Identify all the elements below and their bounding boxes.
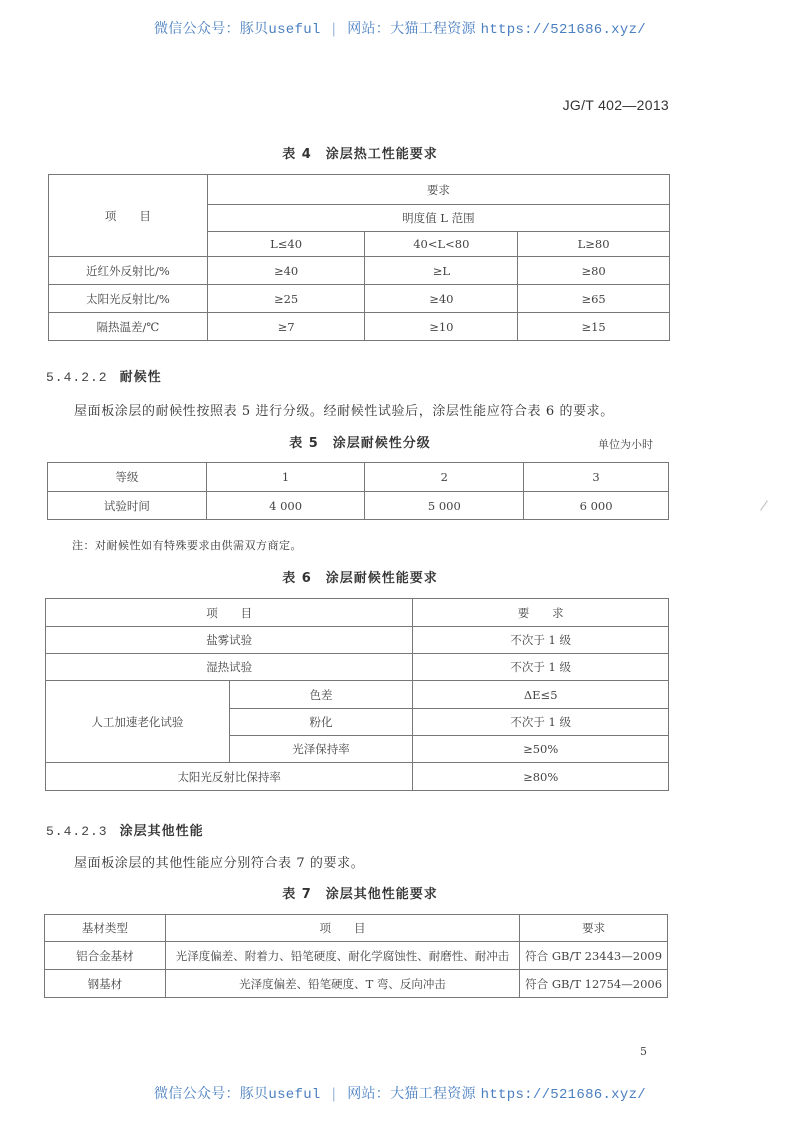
cell-value: 6 000	[524, 492, 669, 520]
items-cell: 光泽度偏差、附着力、铅笔硬度、耐化学腐蚀性、耐磨性、耐冲击	[165, 942, 519, 970]
watermark-url[interactable]: https://521686.xyz/	[480, 1087, 646, 1103]
watermark-site-label: 网站：大猫工程资源	[347, 21, 476, 37]
items-cell: 光泽度偏差、铅笔硬度、T 弯、反向冲击	[165, 970, 519, 998]
table7-header-requirement: 要求	[520, 915, 668, 942]
watermark-account: useful	[268, 1087, 321, 1103]
cell-value: ≥7	[207, 313, 365, 341]
substrate-cell: 铝合金基材	[45, 942, 166, 970]
section-number: 5.4.2.3	[46, 824, 108, 839]
table7-caption	[0, 883, 720, 902]
table5-unit: 单位为小时	[598, 438, 653, 451]
table-row	[46, 654, 669, 681]
table4-caption	[0, 143, 720, 162]
table-row	[49, 257, 670, 285]
table-row	[45, 970, 668, 998]
section-title: 耐候性	[119, 370, 162, 385]
table6-caption	[0, 567, 720, 586]
table-row	[49, 313, 670, 341]
section-heading-5423	[46, 820, 204, 839]
row-label: 试验时间	[48, 492, 207, 520]
sub-label: 粉化	[229, 709, 413, 736]
row-label: 太阳光反射比保持率	[46, 763, 413, 791]
substrate-cell: 钢基材	[45, 970, 166, 998]
table4	[48, 174, 670, 341]
table4-header-requirement: 要求	[207, 175, 669, 205]
table7-caption-number: 表 7	[282, 887, 312, 902]
watermark-separator: |	[331, 1086, 337, 1102]
cell-value: 不次于 1 级	[413, 709, 669, 736]
table4-range: 40<L<80	[365, 232, 518, 257]
table4-header-item: 项 目	[49, 175, 208, 257]
standard-code: JG/T 402—2013	[562, 97, 669, 113]
watermark-prefix: 微信公众号：豚贝	[154, 21, 269, 37]
watermark-site-label: 网站：大猫工程资源	[347, 1086, 476, 1102]
group-label: 人工加速老化试验	[46, 681, 230, 763]
watermark-account: useful	[268, 22, 321, 38]
paragraph-5422: 屋面板涂层的耐候性按照表 5 进行分级。经耐候性试验后，涂层性能应符合表 6 的要求。	[74, 404, 614, 419]
row-label: 太阳光反射比/%	[49, 285, 208, 313]
section-heading-5422	[46, 366, 162, 385]
table6-header-requirement: 要 求	[413, 599, 669, 627]
row-label: 等级	[48, 463, 207, 492]
row-label: 近红外反射比/%	[49, 257, 208, 285]
section-number: 5.4.2.2	[46, 370, 108, 385]
cell-value: ≥L	[365, 257, 518, 285]
cell-value: 不次于 1 级	[413, 654, 669, 681]
cell-value: 1	[206, 463, 365, 492]
table-row	[46, 763, 669, 791]
table4-caption-title: 涂层热工性能要求	[325, 147, 438, 162]
cell-value: ≥50%	[413, 736, 669, 763]
cell-value: ≥40	[207, 257, 365, 285]
table4-range: L≥80	[518, 232, 670, 257]
table-row	[49, 285, 670, 313]
cell-value: ≥80%	[413, 763, 669, 791]
watermark-prefix: 微信公众号：豚贝	[154, 1086, 269, 1102]
table6-header-item: 项 目	[46, 599, 413, 627]
table-row	[46, 627, 669, 654]
cell-value: 4 000	[206, 492, 365, 520]
page-number: 5	[640, 1045, 647, 1058]
cell-value: ≥10	[365, 313, 518, 341]
cell-value: 2	[365, 463, 524, 492]
cell-value: ≥15	[518, 313, 670, 341]
table4-caption-number: 表 4	[282, 147, 312, 162]
table7	[44, 914, 668, 998]
sub-label: 色差	[229, 681, 413, 709]
table6-caption-number: 表 6	[282, 571, 312, 586]
section-title: 涂层其他性能	[119, 824, 204, 839]
table-row	[46, 681, 669, 709]
requirement-cell: 符合 GB/T 23443—2009	[520, 942, 668, 970]
watermark-url[interactable]: https://521686.xyz/	[480, 22, 646, 38]
table6	[45, 598, 669, 791]
sub-label: 光泽保持率	[229, 736, 413, 763]
watermark-top	[0, 18, 800, 38]
cell-value: 5 000	[365, 492, 524, 520]
row-label: 盐雾试验	[46, 627, 413, 654]
cell-value: ≥80	[518, 257, 670, 285]
cell-value: 3	[524, 463, 669, 492]
cell-value: ≥65	[518, 285, 670, 313]
table5-caption-title: 涂层耐候性分级	[332, 436, 431, 451]
table5-note: 注：对耐候性如有特殊要求由供需双方商定。	[72, 539, 302, 552]
watermark-separator: |	[331, 21, 337, 37]
scan-artifact	[760, 500, 768, 510]
requirement-cell: 符合 GB/T 12754—2006	[520, 970, 668, 998]
watermark-bottom	[0, 1083, 800, 1103]
table-row	[45, 942, 668, 970]
table4-range: L≤40	[207, 232, 365, 257]
table5	[47, 462, 669, 520]
paragraph-5423: 屋面板涂层的其他性能应分别符合表 7 的要求。	[74, 856, 365, 871]
table7-header-substrate: 基材类型	[45, 915, 166, 942]
table6-caption-title: 涂层耐候性能要求	[325, 571, 438, 586]
table7-caption-title: 涂层其他性能要求	[325, 887, 438, 902]
row-label: 湿热试验	[46, 654, 413, 681]
table4-header-lightness: 明度值 L 范围	[207, 205, 669, 232]
table5-caption-number: 表 5	[289, 436, 319, 451]
row-label: 隔热温差/℃	[49, 313, 208, 341]
cell-value: 不次于 1 级	[413, 627, 669, 654]
table7-header-items: 项 目	[165, 915, 519, 942]
table-row	[48, 492, 669, 520]
cell-value: ≥25	[207, 285, 365, 313]
table-row	[48, 463, 669, 492]
cell-value: ΔE≤5	[413, 681, 669, 709]
cell-value: ≥40	[365, 285, 518, 313]
